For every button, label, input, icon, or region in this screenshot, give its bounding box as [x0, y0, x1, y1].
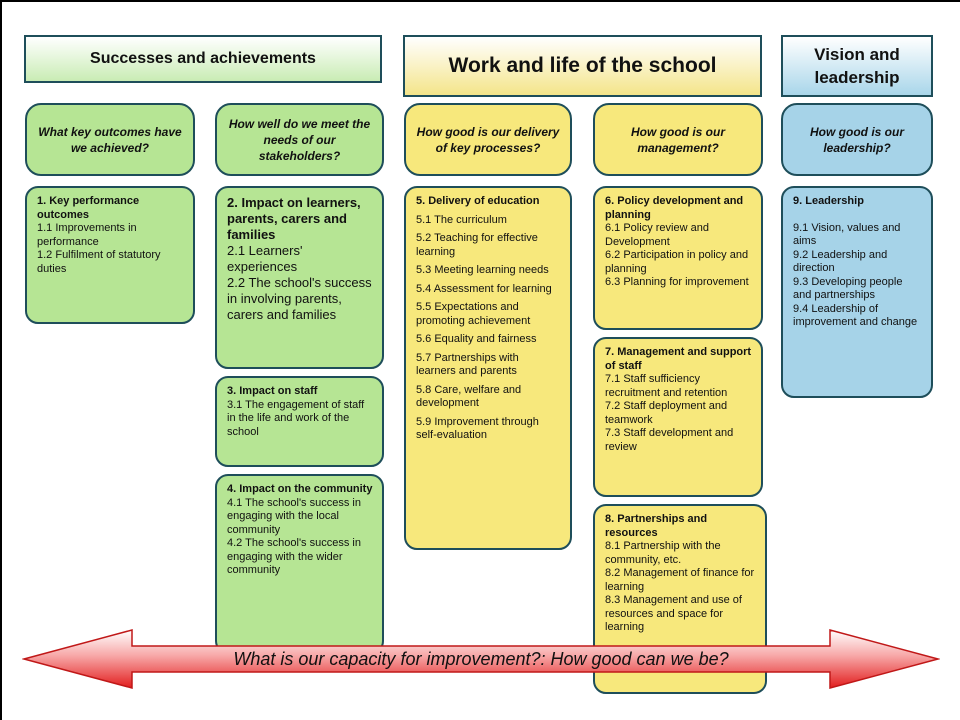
box-item: 9.2 Leadership and direction — [793, 248, 888, 274]
box-item: 2.1 Learners' experiences — [227, 243, 303, 274]
box-title: 5. Delivery of education — [416, 195, 540, 207]
header-successes-label: Successes and achievements — [90, 50, 316, 67]
box-item: 6.3 Planning for improvement — [605, 276, 749, 288]
box-item: 8.2 Management of finance for learning — [605, 567, 755, 593]
header-work — [403, 35, 762, 97]
box-item: 6.2 Participation in policy and planning — [605, 249, 749, 275]
box-item: 5.9 Improvement through self-evaluation — [416, 415, 539, 441]
header-vision-label: Vision and leadership — [814, 45, 900, 87]
box-item: 9.3 Developing people and partnerships — [793, 275, 903, 301]
box-item: 7.2 Staff deployment and teamwork — [605, 400, 728, 426]
box-item: 5.2 Teaching for effective learning — [416, 232, 538, 258]
box-item: 9.4 Leadership of improvement and change — [793, 302, 918, 328]
box-item: 4.2 The school's success in engaging with the wider community — [227, 537, 361, 576]
box-item: 5.5 Expectations and promoting achievement — [416, 301, 531, 327]
box-delivery-of-education — [404, 186, 572, 550]
question-leadership — [781, 103, 933, 176]
box-management-of-staff — [593, 337, 763, 497]
box-item: 6.1 Policy review and Development — [605, 222, 709, 248]
box-item: 5.6 Equality and fairness — [416, 333, 537, 345]
box-item: 5.4 Assessment for learning — [416, 282, 552, 295]
header-successes — [24, 35, 382, 83]
question-outcomes-label: What key outcomes have we achieved? — [38, 124, 182, 155]
box-item: 4.1 The school's success in engaging with the local community — [227, 496, 361, 536]
box-item: 5.8 Care, welfare and development — [416, 383, 522, 409]
question-stakeholders — [215, 103, 384, 176]
question-leadership-label: How good is our leadership? — [810, 124, 904, 155]
question-management-label: How good is our management? — [631, 124, 725, 155]
box-leadership — [781, 186, 933, 398]
box-item: 5.3 Meeting learning needs — [416, 264, 549, 276]
header-vision — [781, 35, 933, 97]
header-work-label: Work and life of the school — [448, 54, 717, 77]
capacity-question: What is our capacity for improvement?: How good can we be? — [233, 648, 729, 669]
box-title: 7. Management and support of staff — [605, 346, 752, 372]
question-processes-label: How good is our delivery of key processes? — [416, 124, 560, 155]
box-key-performance-outcomes — [25, 186, 195, 324]
box-title: 8. Partnerships and resources — [605, 513, 708, 539]
box-item: 7.3 Staff development and review — [605, 427, 734, 453]
box-title: 6. Policy development and planning — [605, 195, 744, 221]
question-management — [593, 103, 763, 176]
box-title: 1. Key performance outcomes — [37, 195, 140, 221]
box-title: 4. Impact on the community — [227, 483, 373, 495]
box-item: 1.1 Improvements in performance — [37, 222, 137, 248]
frame-left-line — [0, 0, 2, 720]
box-impact-on-community — [215, 474, 384, 654]
box-title: 3. Impact on staff — [227, 385, 318, 397]
box-item: 3.1 The engagement of staff in the life and work of the school — [227, 398, 365, 438]
box-item: 9.1 Vision, values and aims — [793, 221, 901, 247]
box-item: 8.3 Management and use of resources and space for learning — [605, 594, 742, 633]
box-title: 2. Impact on learners, parents, carers and families — [227, 195, 361, 242]
box-item: 2.2 The school's success in involving parents, carers and families — [227, 275, 372, 322]
box-impact-on-learners — [215, 186, 384, 369]
box-item: 5.1 The curriculum — [416, 213, 507, 226]
box-item: 8.1 Partnership with the community, etc. — [605, 540, 721, 566]
box-item: 5.7 Partnerships with learners and parents — [416, 351, 519, 377]
box-impact-on-staff — [215, 376, 384, 467]
box-item: 7.1 Staff sufficiency recruitment and retention — [605, 373, 728, 399]
frame-top-line — [0, 0, 960, 2]
box-policy-development — [593, 186, 763, 330]
box-item: 1.2 Fulfilment of statutory duties — [37, 249, 161, 275]
question-processes — [404, 103, 572, 176]
question-stakeholders-label: How well do we meet the needs of our stakeholders? — [228, 116, 371, 163]
question-outcomes — [25, 103, 195, 176]
capacity-arrow — [22, 628, 940, 690]
box-title: 9. Leadership — [793, 195, 864, 207]
